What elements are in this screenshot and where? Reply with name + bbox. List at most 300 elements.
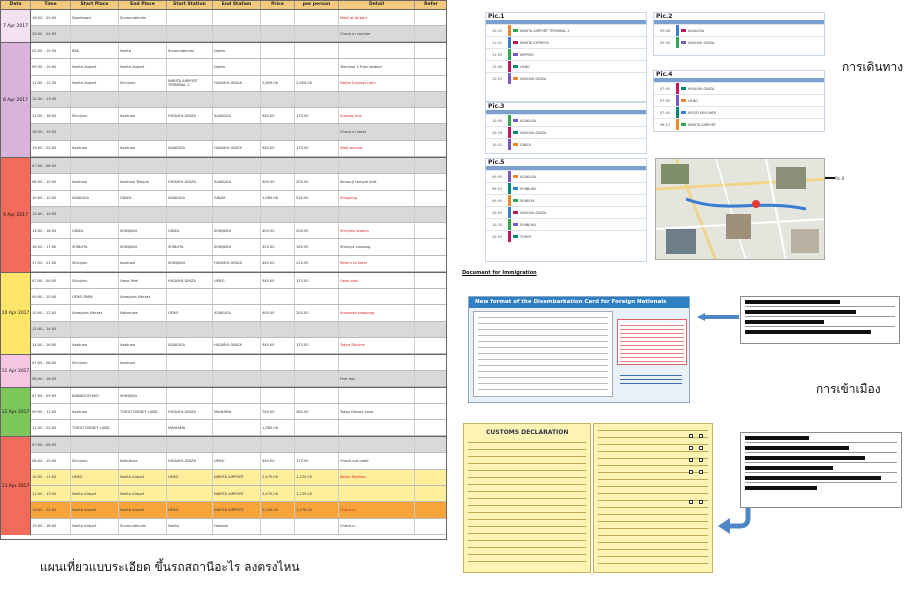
route-stop-time: 10:55 <box>491 234 503 239</box>
itinerary-cell: NARITA AIRPORT <box>213 470 261 485</box>
itinerary-cell: ASAKUSA <box>167 191 213 206</box>
itinerary-cell <box>71 437 119 452</box>
disembarkation-note <box>617 319 687 365</box>
map-label: Pic.6 <box>835 176 845 181</box>
itinerary-cell: SHINJUKU <box>213 223 261 238</box>
itinerary-cell: 200.00 <box>295 305 339 320</box>
route-line-tag <box>513 175 518 178</box>
itinerary-cell <box>415 305 446 320</box>
itinerary-cell: ASAKUSA <box>71 191 119 206</box>
itinerary-cell <box>415 273 446 288</box>
itinerary-cell: Asakusa <box>71 338 119 353</box>
itinerary-cell <box>295 420 339 435</box>
route-stop-row <box>654 24 824 36</box>
itinerary-cell <box>339 207 415 222</box>
itinerary-cell <box>415 141 446 156</box>
itinerary-cell <box>71 92 119 107</box>
itinerary-cell: SHIBUYA <box>71 239 119 254</box>
itinerary-col-header: Detail <box>339 1 415 9</box>
itinerary-row <box>31 174 446 190</box>
itinerary-cell: 12:00 - 14:00 <box>31 322 71 337</box>
itinerary-cell <box>213 10 261 25</box>
itinerary-day-block <box>1 42 446 157</box>
itinerary-cell: 16:00 - 17:00 <box>31 239 71 254</box>
itinerary-cell <box>261 207 295 222</box>
itinerary-cell <box>71 322 119 337</box>
itinerary-row <box>31 273 446 289</box>
itinerary-caption: แผนเที่ยวแบบระเอียด ขึ้นรถสถานีอะไร ลงตรงไหน <box>40 560 300 574</box>
itinerary-cell: 1,235.00 <box>295 486 339 501</box>
route-stop-label: NARITA EXPRESS <box>520 40 549 45</box>
itinerary-cell: Nakamise <box>119 305 167 320</box>
itinerary-cell: 200.00 <box>295 174 339 189</box>
itinerary-day-label: 12 Apr 2017 <box>1 388 31 436</box>
itinerary-cell <box>295 158 339 173</box>
itinerary-row <box>31 470 446 486</box>
route-line-tag <box>513 211 518 214</box>
itinerary-row <box>31 239 446 255</box>
itinerary-row <box>31 43 446 59</box>
itinerary-cell: 07:00 - 09:00 <box>31 273 71 288</box>
itinerary-cell <box>119 420 167 435</box>
itinerary-cell <box>415 239 446 254</box>
itinerary-cell: Ueno park <box>339 273 415 288</box>
itinerary-cell <box>261 322 295 337</box>
itinerary-row <box>31 453 446 469</box>
route-stop-time: 09:30 <box>659 40 671 45</box>
itinerary-row <box>31 289 446 305</box>
itinerary-cell <box>415 338 446 353</box>
itinerary-cell: HIGASHI-GINZA <box>167 273 213 288</box>
itinerary-cell: HIGASHI-GINZA <box>167 174 213 189</box>
itinerary-col-header: Price <box>261 1 295 9</box>
itinerary-cell: HIGASHI-GINZA <box>213 76 261 91</box>
itinerary-cell: Narita Airport <box>71 502 119 517</box>
itinerary-cell <box>415 322 446 337</box>
itinerary-cell: Ikebukuro <box>119 453 167 468</box>
itinerary-cell: Shinjuku <box>71 108 119 123</box>
itinerary-cell: Narita Airport <box>71 519 119 534</box>
itinerary-cell: UENO <box>167 305 213 320</box>
itinerary-cell: Asakusa Temple <box>119 174 167 189</box>
route-stop-name <box>511 131 646 135</box>
itinerary-cell <box>119 437 167 452</box>
itinerary-cell: 13:30 - 16:00 <box>31 108 71 123</box>
route-title: Pic.2 <box>656 13 673 20</box>
itinerary-row <box>31 388 446 404</box>
route-card-pic5 <box>485 158 647 262</box>
itinerary-cell <box>213 92 261 107</box>
itinerary-cell: Narita Airport <box>119 502 167 517</box>
itinerary-row <box>31 223 446 239</box>
itinerary-cell: 13:00 - 15:00 <box>31 502 71 517</box>
itinerary-cell: Asakusa <box>71 404 119 419</box>
itinerary-cell <box>261 124 295 139</box>
itinerary-cell <box>415 10 446 25</box>
itinerary-cell <box>213 355 261 370</box>
route-line-tag <box>513 29 518 32</box>
itinerary-cell <box>339 486 415 501</box>
itinerary-cell <box>415 355 446 370</box>
itinerary-row <box>31 502 446 518</box>
itinerary-cell: 2,470.00 <box>261 470 295 485</box>
itinerary-cell: Check-in counter <box>339 26 415 41</box>
itinerary-cell <box>213 207 261 222</box>
route-stop-row <box>486 114 646 126</box>
itinerary-row <box>31 92 446 108</box>
route-stop-row <box>486 138 646 150</box>
itinerary-cell: 19:00 - 22:00 <box>31 141 71 156</box>
itinerary-cell <box>295 322 339 337</box>
route-line-tag <box>681 123 686 126</box>
itinerary-cell <box>213 371 261 386</box>
itinerary-row <box>31 76 446 92</box>
itinerary-day-block <box>1 436 446 535</box>
route-title: Pic.4 <box>656 71 673 78</box>
itinerary-cell <box>119 207 167 222</box>
itinerary-cell <box>167 158 213 173</box>
itinerary-cell: Shibuya crossing <box>339 239 415 254</box>
itinerary-cell <box>167 486 213 501</box>
itinerary-cell: 15:00 - 18:00 <box>31 519 71 534</box>
itinerary-cell: GINZA <box>71 223 119 238</box>
itinerary-cell: ASAKUSA <box>167 141 213 156</box>
route-stop-time: 10:28 <box>491 130 503 135</box>
itinerary-row <box>31 26 446 42</box>
itinerary-cell <box>71 207 119 222</box>
itinerary-cell: 10:00 - 11:00 <box>31 470 71 485</box>
route-stop-time: 07:00 <box>659 86 671 91</box>
itinerary-cell: 09:30 - 10:00 <box>31 59 71 74</box>
itinerary-cell <box>119 371 167 386</box>
itinerary-cell: Downtown <box>71 10 119 25</box>
itinerary-cell <box>213 289 261 304</box>
route-stop-name <box>511 175 646 179</box>
itinerary-cell <box>415 470 446 485</box>
route-stop-row <box>486 48 646 60</box>
itinerary-row <box>31 371 446 387</box>
itinerary-cell: Tokyo Skytree <box>339 338 415 353</box>
itinerary-cell: Senso-ji temple visit <box>339 174 415 189</box>
itinerary-cell: Shinjuku <box>71 273 119 288</box>
route-stop-name <box>679 29 824 33</box>
route-stop-label: ASAKUSA <box>520 174 537 179</box>
itinerary-cell <box>167 59 213 74</box>
itinerary-cell: Narita <box>119 43 167 58</box>
route-stop-time: 09:08 <box>659 28 671 33</box>
itinerary-cell: 400.00 <box>261 223 295 238</box>
itinerary-cell <box>213 124 261 139</box>
route-stop-row <box>654 106 824 118</box>
itinerary-cell: UENO <box>71 470 119 485</box>
itinerary-cell: 07:00 - 09:00 <box>31 388 71 403</box>
itinerary-cell <box>167 371 213 386</box>
route-stop-row <box>486 206 646 218</box>
itinerary-cell: Narita Airport <box>71 76 119 91</box>
itinerary-cell: UENO <box>213 273 261 288</box>
route-stop-row <box>486 24 646 36</box>
itinerary-cell: HIGASHI-GINZA <box>167 108 213 123</box>
itinerary-cell <box>339 92 415 107</box>
route-line-tag <box>681 87 686 90</box>
itinerary-cell: Terminal 1 Train station <box>339 59 415 74</box>
itinerary-cell <box>415 158 446 173</box>
itinerary-cell: Narita <box>213 59 261 74</box>
route-stop-name <box>511 53 646 57</box>
itinerary-cell: MAIHAMA <box>167 420 213 435</box>
itinerary-cell <box>339 388 415 403</box>
route-line-tag <box>513 143 518 146</box>
itinerary-cell: Narita <box>167 519 213 534</box>
route-stop-name <box>679 111 824 115</box>
immigration-doc-title: Document for Immigration <box>462 270 537 276</box>
itinerary-cell: Haneda <box>213 519 261 534</box>
itinerary-row <box>31 141 446 157</box>
itinerary-cell: KAWAGUCHIKO <box>71 388 119 403</box>
itinerary-cell <box>213 420 261 435</box>
route-line-tag <box>681 41 686 44</box>
itinerary-cell <box>261 371 295 386</box>
itinerary-cell <box>167 124 213 139</box>
route-stop-row <box>486 60 646 72</box>
itinerary-cell: Narita Airport <box>71 59 119 74</box>
route-stop-row <box>486 72 646 84</box>
itinerary-cell <box>295 289 339 304</box>
route-stop-name <box>511 211 646 215</box>
itinerary-cell: 11:00 - 12:30 <box>31 76 71 91</box>
itinerary-cell <box>339 355 415 370</box>
immigration-label: การเข้าเมือง <box>816 382 881 396</box>
route-stop-name <box>679 123 824 127</box>
itinerary-cell: 12:30 - 13:30 <box>31 92 71 107</box>
itinerary-cell: UENO <box>167 470 213 485</box>
itinerary-row <box>31 404 446 420</box>
route-stop-name <box>511 199 646 203</box>
itinerary-cell <box>415 519 446 534</box>
redacted-card-info <box>740 296 900 344</box>
itinerary-cell: Narita <box>213 43 261 58</box>
itinerary-cell: Asakusa <box>119 108 167 123</box>
itinerary-cell: UENO PARK <box>71 289 119 304</box>
itinerary-cell <box>119 124 167 139</box>
itinerary-cell: Meet at Airport <box>339 10 415 25</box>
itinerary-row <box>31 10 446 26</box>
itinerary-col-header: End Station <box>213 1 261 9</box>
route-stop-name <box>679 99 824 103</box>
itinerary-cell <box>415 223 446 238</box>
itinerary-row <box>31 338 446 354</box>
itinerary-row <box>31 207 446 223</box>
itinerary-cell <box>339 158 415 173</box>
itinerary-cell <box>295 519 339 534</box>
itinerary-row <box>31 124 446 140</box>
itinerary-body <box>1 9 446 535</box>
itinerary-cell: HIGASHI-GINZA <box>167 404 213 419</box>
route-line-tag <box>513 65 518 68</box>
itinerary-day-block <box>1 157 446 272</box>
itinerary-cell <box>261 26 295 41</box>
itinerary-cell <box>71 158 119 173</box>
left-arrow-icon <box>697 313 739 321</box>
itinerary-cell <box>261 437 295 452</box>
itinerary-cell: 09:00 - 10:00 <box>31 289 71 304</box>
itinerary-cell: 02:50 - 10:50 <box>31 43 71 58</box>
itinerary-cell: Check-in hotel <box>339 124 415 139</box>
route-line-tag <box>513 119 518 122</box>
itinerary-cell <box>339 289 415 304</box>
itinerary-cell: Shopping <box>339 191 415 206</box>
route-line-tag <box>513 223 518 226</box>
itinerary-cell <box>415 420 446 435</box>
itinerary-cell <box>339 420 415 435</box>
route-stop-time: 11:55 <box>491 52 503 57</box>
route-stop-label: ASAKUSA <box>520 118 537 123</box>
route-stop-name <box>511 143 646 147</box>
route-stop-name <box>679 41 824 45</box>
route-card-pic4 <box>653 70 825 132</box>
itinerary-cell: Suvarnabhumi <box>167 43 213 58</box>
route-stop-label: UENO <box>688 98 698 103</box>
itinerary-cell: Return to hotel <box>339 256 415 271</box>
itinerary-cell: TOKYO DISNEY LAND <box>119 404 167 419</box>
itinerary-day-block <box>1 9 446 42</box>
itinerary-cell: Suvarnabhumi <box>119 10 167 25</box>
route-stop-row <box>486 36 646 48</box>
itinerary-day-block <box>1 387 446 436</box>
itinerary-cell <box>415 174 446 189</box>
itinerary-cell <box>415 76 446 91</box>
customs-declaration-image <box>463 423 591 573</box>
itinerary-cell <box>167 10 213 25</box>
itinerary-col-header: Date <box>1 1 31 9</box>
itinerary-cell: Shinjuku <box>71 256 119 271</box>
route-stop-row <box>654 82 824 94</box>
itinerary-cell <box>415 256 446 271</box>
route-stop-time: 07:30 <box>659 98 671 103</box>
itinerary-cell: 1,235.00 <box>295 470 339 485</box>
route-stop-label: SHINJUKU <box>520 222 537 227</box>
customs-title: CUSTOMS DECLARATION <box>486 429 569 436</box>
itinerary-cell: 400.00 <box>261 305 295 320</box>
itinerary-cell: SHINJUKU <box>167 256 213 271</box>
route-stop-time: 08:12 <box>659 122 671 127</box>
route-line-tag <box>681 99 686 102</box>
itinerary-cell <box>213 158 261 173</box>
itinerary-cell <box>415 453 446 468</box>
itinerary-cell <box>119 322 167 337</box>
itinerary-cell: 10:00 - 12:00 <box>31 191 71 206</box>
itinerary-cell: Narita Airport <box>71 486 119 501</box>
itinerary-cell: 160.00 <box>295 239 339 254</box>
itinerary-cell: 1,880.00 <box>261 420 295 435</box>
itinerary-cell: Suvarnabhumi <box>119 519 167 534</box>
route-stop-time: 10:41 <box>491 142 503 147</box>
itinerary-cell <box>339 322 415 337</box>
route-stop-row <box>486 194 646 206</box>
itinerary-cell <box>261 43 295 58</box>
itinerary-header-row <box>1 1 446 9</box>
itinerary-row <box>31 191 446 207</box>
itinerary-cell: 17:00 - 21:00 <box>31 256 71 271</box>
itinerary-cell <box>167 437 213 452</box>
route-stop-name <box>511 119 646 123</box>
route-stop-label: ASAKUSA <box>688 28 705 33</box>
route-stop-label: NARITA AIRPORT <box>688 122 716 127</box>
itinerary-cell: 11:00 - 22:00 <box>31 420 71 435</box>
itinerary-cell <box>167 322 213 337</box>
itinerary-cell: BKK <box>71 43 119 58</box>
route-stop-row <box>486 126 646 138</box>
itinerary-cell: 170.00 <box>295 338 339 353</box>
itinerary-cell: 1,270.00 <box>295 502 339 517</box>
itinerary-cell <box>339 437 415 452</box>
customs-declaration-back-image <box>593 423 713 573</box>
itinerary-cell: Check-out hotel <box>339 453 415 468</box>
itinerary-cell: SHINJUKU <box>119 388 167 403</box>
itinerary-cell <box>295 92 339 107</box>
itinerary-cell <box>415 404 446 419</box>
itinerary-cell <box>295 43 339 58</box>
itinerary-cell: 340.00 <box>261 141 295 156</box>
itinerary-cell: Asakusa <box>119 355 167 370</box>
route-stop-row <box>486 182 646 194</box>
itinerary-cell: 760.00 <box>261 404 295 419</box>
itinerary-row <box>31 355 446 371</box>
itinerary-cell: ASAKUSA <box>213 108 261 123</box>
itinerary-cell: 07:00 - 08:00 <box>31 355 71 370</box>
itinerary-cell: 320.00 <box>261 239 295 254</box>
itinerary-cell: 2,540.00 <box>261 502 295 517</box>
route-title: Pic.1 <box>488 13 505 20</box>
itinerary-cell: UENO <box>213 453 261 468</box>
itinerary-cell <box>119 92 167 107</box>
itinerary-cell <box>213 437 261 452</box>
itinerary-cell <box>261 92 295 107</box>
itinerary-cell: Ameyoko Market <box>71 305 119 320</box>
route-line-tag <box>513 199 518 202</box>
itinerary-col-header: Start Station <box>167 1 213 9</box>
itinerary-cell <box>295 10 339 25</box>
itinerary-cell: 14:00 - 16:00 <box>31 223 71 238</box>
itinerary-cell: UENO <box>167 502 213 517</box>
itinerary-cell: Asakusa <box>71 174 119 189</box>
itinerary-row <box>31 59 446 75</box>
itinerary-cell <box>415 502 446 517</box>
itinerary-cell <box>213 322 261 337</box>
route-stop-row <box>486 170 646 182</box>
itinerary-cell: 530.00 <box>295 191 339 206</box>
itinerary-cell <box>71 124 119 139</box>
itinerary-cell: HIGASHI-GINZA <box>167 453 213 468</box>
itinerary-cell <box>261 59 295 74</box>
itinerary-cell: Shinjuku <box>71 355 119 370</box>
route-stop-name <box>511 235 646 239</box>
route-line-tag <box>513 41 518 44</box>
route-title: Pic.3 <box>488 103 505 110</box>
route-stop-time: 11:22 <box>491 40 503 45</box>
itinerary-cell: NARITA AIRPORT <box>213 486 261 501</box>
itinerary-cell: Asakusa <box>119 256 167 271</box>
itinerary-cell: ASAKUSA <box>213 174 261 189</box>
itinerary-cell: 11:00 - 13:00 <box>31 486 71 501</box>
city-map-image <box>655 158 825 260</box>
route-stop-time: 10:43 <box>491 28 503 33</box>
itinerary-cell <box>167 26 213 41</box>
route-stop-row <box>654 94 824 106</box>
route-stop-name <box>511 65 646 69</box>
itinerary-row <box>31 420 446 436</box>
itinerary-cell: 08:00 - 10:00 <box>31 453 71 468</box>
